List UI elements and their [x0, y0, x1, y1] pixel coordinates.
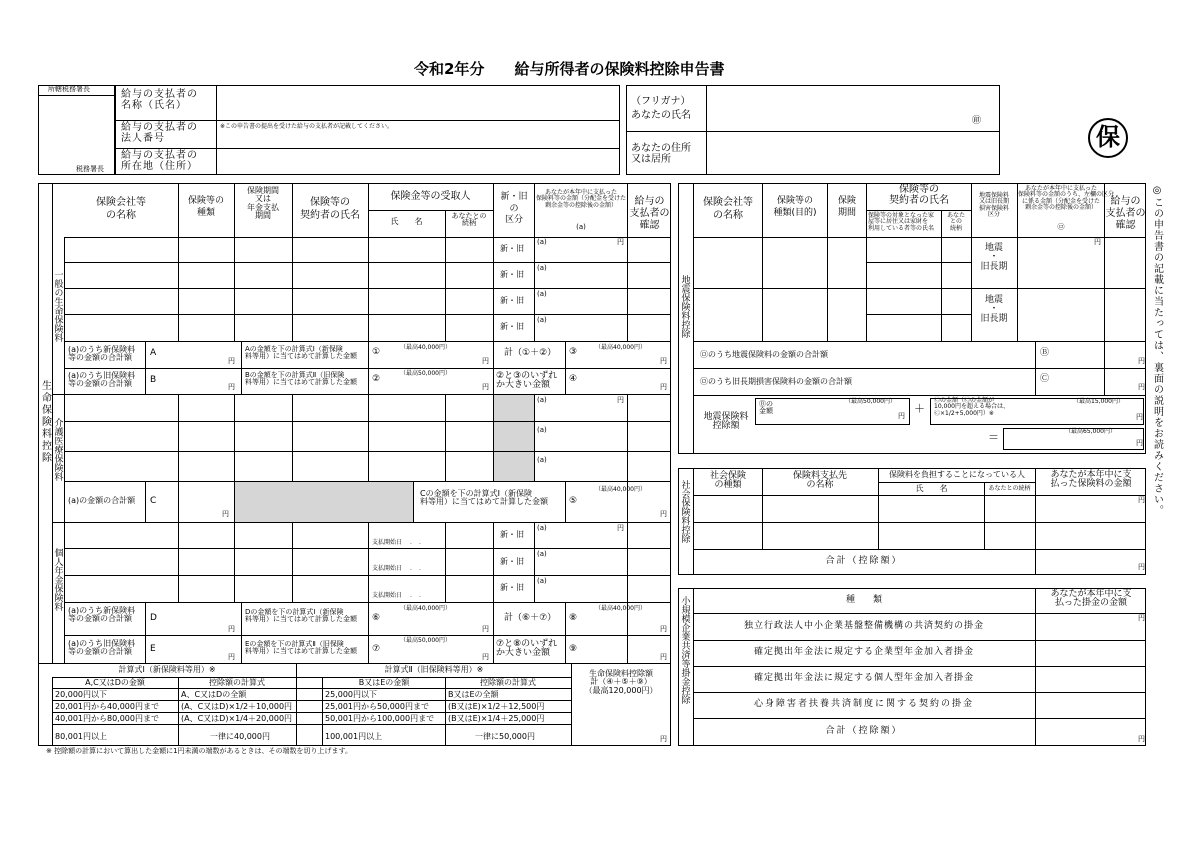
rowE-label: (a)のうち旧保険料 等の金額の合計額: [68, 639, 136, 657]
f1-head2: 控除額の計算式: [209, 678, 265, 687]
social-col-payer: 保険料を負担することになっている人: [889, 470, 1025, 479]
eq-col-contractor: 保険等の 契約者の氏名: [889, 184, 949, 206]
payer-number-label: 給与の支払者の 法人番号: [121, 122, 198, 144]
payer-address-field[interactable]: [217, 149, 619, 174]
circ1-max: （最高40,000円）: [400, 344, 451, 351]
circ1-yen: 円: [482, 357, 489, 365]
pension-row3-newold[interactable]: 新・旧: [500, 583, 524, 592]
f2-row2-range: 25,001円から50,000円まで: [325, 702, 429, 711]
social-col-amount: あなたが本年中に支 払った保険料の金額: [1050, 470, 1132, 490]
pension-row3-a: (a): [537, 577, 547, 585]
eq-sum1-yen: 円: [1138, 357, 1145, 365]
f2-row3-range: 50,001円から100,000円まで: [325, 714, 435, 723]
eq-col-period: 保険 期間: [837, 196, 856, 218]
calcB-label: Bの金額を下の計算式Ⅱ（旧保険 料等用）に当てはめて計算した金額: [245, 371, 357, 387]
care-section-label: 介護医療保険料: [52, 418, 63, 481]
f2-row1-range: 25,000円以下: [325, 690, 377, 699]
pension-row3-start: 支払開始日: [372, 592, 403, 599]
circ2-yen: 円: [482, 383, 489, 391]
small-col-amount: あなたが本年中に支 払った掛金の金額: [1050, 589, 1132, 609]
rowB-yen: 円: [228, 383, 235, 391]
eq-sum2-label: ㋺のうち旧長期損害保険料の金額の合計額: [700, 377, 852, 386]
circ6-max: （最高40,000円）: [400, 605, 451, 612]
eq-row1-yen: 円: [1094, 238, 1101, 246]
rowB-label: (a)のうち旧保険料 等の金額の合計額: [68, 371, 136, 389]
payer-number-note: ※この申告書の提出を受けた給与の支払者が記載してください。: [220, 123, 394, 130]
eq-total-yen: 円: [1136, 439, 1143, 447]
life-col-amount: あなたが本年中に支払った 保険料等の金額（分配金を受けた 剰余金等の控除後の金額）: [536, 189, 627, 209]
general-row4-a: (a): [537, 316, 547, 324]
f1-row2-range: 20,001円から40,000円まで: [55, 702, 159, 711]
your-address-label: あなたの住所 又は居所: [631, 143, 691, 165]
eq-c-max: （最高15,000円）: [1073, 398, 1124, 405]
eq-col-amount-d: ㋺: [1057, 223, 1065, 231]
f1-row2-formula: (A、C又はD)×1/2＋10,000円: [181, 702, 293, 711]
eq-row2-class[interactable]: 地震 ・ 旧長期: [980, 295, 1008, 324]
pension-row1-yen: 円: [617, 524, 624, 532]
footnote: ※ 控除額の計算において算出した金額に1円未満の端数があるときは、その端数を切り上げます。: [46, 747, 352, 755]
general-row1-yen: 円: [617, 238, 624, 246]
small-col-kind: 種 類: [845, 595, 882, 605]
eq-deduct-label: 地震保険料 控除額: [703, 412, 749, 432]
social-col-payer-rel: あなたとの続柄: [988, 485, 1031, 492]
pension-row2-newold[interactable]: 新・旧: [500, 557, 524, 566]
social-total-yen: 円: [1138, 563, 1145, 571]
rowD-yen: 円: [228, 625, 235, 633]
life-col-period: 保険期間 又は 年金支払 期間: [247, 186, 279, 221]
small-row1: 独立行政法人中小企業基盤整備機構の共済契約の掛金: [743, 621, 984, 631]
life-col-confirm: 給与の 支払者の 確認: [629, 196, 670, 231]
care-row1-yen: 円: [617, 396, 624, 404]
circ8-max: （最高40,000円）: [595, 605, 646, 612]
cmp78-label: ⑦と⑧のいずれ か大きい金額: [496, 639, 558, 659]
small-total-yen: 円: [1138, 735, 1145, 743]
small-section-label: 小規模企業共済等掛金控除: [679, 596, 690, 704]
circ3: ③: [569, 347, 578, 357]
rowA-mark: A: [150, 348, 157, 358]
circ9-yen: 円: [660, 653, 667, 661]
eq-total-max: （最高65,000円）: [1065, 428, 1116, 435]
general-section-label: 一般の生命保険料: [52, 270, 63, 342]
small-total-label: 合計（控除額）: [825, 726, 903, 736]
social-col-dest: 保険料支払先 の名称: [792, 471, 847, 491]
circ7: ⑦: [372, 644, 381, 654]
sum12-label: 計（①＋②）: [504, 348, 557, 358]
f2-row2-formula: (B又はE)×1/2＋12,500円: [448, 702, 545, 711]
rowD-mark: D: [150, 613, 157, 623]
pension-row2-dots: ． ．: [410, 565, 426, 572]
life-col-type: 保険等の 種類: [187, 196, 224, 218]
eq-equals: ＝: [988, 431, 999, 444]
f2-row4-formula: 一律に50,000円: [475, 732, 535, 741]
circ8-yen: 円: [660, 625, 667, 633]
payer-address-label: 給与の支払者の 所在地（住所）: [121, 150, 198, 172]
small-row2: 確定拠出年金法に規定する企業型年金加入者掛金: [753, 647, 974, 657]
general-row4-newold[interactable]: 新・旧: [500, 322, 524, 331]
tax-office-label: 所轄税務署長: [48, 85, 90, 93]
pension-row1-a: (a): [537, 524, 547, 532]
rowE-mark: E: [150, 644, 156, 654]
f1-row3-range: 40,001円から80,000円まで: [55, 714, 159, 723]
eq-b-label: Ⓑの 金額: [759, 400, 773, 416]
eq-sum2-mark: Ⓒ: [1040, 374, 1050, 384]
life-insurance-section: [38, 183, 671, 746]
page-title: 令和2年分 給与所得者の保険料控除申告書: [414, 60, 725, 78]
care-row2-a: (a): [537, 426, 547, 434]
small-row3: 確定拠出年金法に規定する個人型年金加入者掛金: [753, 673, 974, 683]
life-total-label: 生命保険料控除額 計（④＋⑤＋⑨） （最高120,000円）: [584, 669, 658, 695]
life-total-yen: 円: [660, 735, 667, 743]
circ5-yen: 円: [660, 510, 667, 518]
circ2-max: （最高50,000円）: [400, 370, 451, 377]
general-row3-newold[interactable]: 新・旧: [500, 296, 524, 305]
pension-row1-start: 支払開始日: [372, 539, 403, 546]
pension-row3-dots: ． ．: [410, 592, 426, 599]
circ6-yen: 円: [482, 625, 489, 633]
general-row1-a: (a): [537, 238, 547, 246]
pension-section-label: 個人年金保険料: [52, 548, 63, 611]
small-row1-yen: 円: [1138, 614, 1145, 622]
rowE-yen: 円: [228, 653, 235, 661]
eq-col-confirm: 給与の 支払者の 確認: [1105, 196, 1146, 231]
care-row3-a: (a): [537, 456, 547, 464]
life-col-amount-a: (a): [576, 223, 586, 231]
general-row2-newold[interactable]: 新・旧: [500, 270, 524, 279]
eq-col-sub1: 保険等の対象となった家 屋等に居住又は家財を 利用している者等の氏名: [868, 212, 935, 232]
eq-c-yen: 円: [1136, 413, 1143, 421]
rowC-yen: 円: [222, 510, 229, 518]
circ6: ⑥: [372, 613, 381, 623]
social-total-label: 合計（控除額）: [825, 556, 903, 566]
general-row1-newold[interactable]: 新・旧: [500, 244, 524, 253]
stamp-circle: [1088, 118, 1128, 158]
small-row4: 心身障害者扶養共済制度に関する契約の掛金: [753, 699, 974, 709]
tax-office-suffix: 税務署長: [76, 165, 104, 173]
f1-row1-range: 20,000円以下: [55, 690, 107, 699]
payer-number-field[interactable]: [217, 132, 619, 147]
side-note: ◎この申告書の記載に当たっては、裏面の説明をお読みください。: [1151, 185, 1163, 516]
social-col-type: 社会保険 の種類: [709, 471, 746, 491]
seal-mark: ㊞: [972, 116, 982, 126]
tax-office-box[interactable]: [38, 85, 115, 175]
calcA-label: Aの金額を下の計算式Ⅰ（新保険 料等用）に当てはめて計算した金額: [245, 345, 357, 361]
circ5-max: （最高40,000円）: [595, 486, 646, 493]
formula1-title: 計算式Ⅰ（新保険料等用）※: [118, 665, 216, 674]
eq-row1-class[interactable]: 地震 ・ 旧長期: [980, 243, 1008, 272]
life-col-recipient: 保険金等の受取人: [390, 191, 471, 202]
f1-row4-formula: 一律に40,000円: [210, 732, 270, 741]
circ7-max: （最高50,000円）: [400, 637, 451, 644]
eq-b-max: （最高50,000円）: [845, 398, 896, 405]
your-name-label: あなたの氏名: [631, 110, 691, 121]
life-section-label: 生命保険料控除: [39, 380, 51, 464]
life-col-contractor: 保険等の 契約者の氏名: [300, 197, 360, 221]
calcD-label: Dの金額を下の計算式Ⅰ（新保険 料等用）に当てはめて計算した金額: [245, 608, 357, 624]
circ4: ④: [569, 374, 578, 384]
general-row3-a: (a): [537, 290, 547, 298]
eq-plus: ＋: [914, 402, 925, 415]
calcE-label: Eの金額を下の計算式Ⅱ（旧保険 料等用）に当てはめて計算した金額: [245, 640, 357, 656]
your-name-field[interactable]: [707, 86, 999, 130]
circ1: ①: [372, 347, 381, 357]
social-row1-yen: 円: [1138, 496, 1145, 504]
circ3-max: （最高40,000円）: [595, 344, 646, 351]
f1-row4-range: 80,001円以上: [55, 732, 107, 741]
eq-col-company: 保険会社等 の名称: [703, 197, 753, 221]
earthquake-section-label: 地震保険料控除: [679, 275, 690, 338]
pension-row2-a: (a): [537, 550, 547, 558]
eq-col-type: 保険等の 種類(目的): [773, 196, 817, 218]
stamp-character: 保: [1096, 123, 1120, 151]
f2-row3-formula: (B又はE)×1/4＋25,000円: [448, 714, 545, 723]
f2-head1: B又はEの金額: [358, 678, 410, 687]
f1-row3-formula: (A、C又はD)×1/4＋20,000円: [181, 714, 293, 723]
rowB-mark: B: [150, 375, 157, 385]
circ9: ⑨: [569, 644, 578, 654]
calcC-label: Cの金額を下の計算式Ⅰ（新保険 料等用）に当てはめて計算した金額: [420, 489, 548, 507]
circ2: ②: [372, 374, 381, 384]
circ8: ⑧: [569, 613, 578, 623]
f2-row4-range: 100,001円以上: [325, 732, 383, 741]
small-business-section: [678, 588, 1146, 746]
your-address-field[interactable]: [707, 132, 999, 174]
rowA-label: (a)のうち新保険料 等の金額の合計額: [68, 345, 136, 363]
furigana-label: （フリガナ）: [631, 96, 691, 107]
pension-row2-start: 支払開始日: [372, 565, 403, 572]
circ3-yen: 円: [660, 357, 667, 365]
f2-row1-formula: B又はEの全額: [448, 690, 499, 699]
eq-col-class: 地震保険料 又は旧長期 損害保険料 区分: [978, 192, 1009, 218]
rowC-label: (a)の金額の合計額: [68, 496, 136, 505]
formula2-title: 計算式Ⅱ（旧保険料等用）※: [384, 665, 484, 674]
sum67-label: 計（⑥＋⑦）: [504, 613, 557, 623]
pension-row1-newold[interactable]: 新・旧: [500, 530, 524, 539]
social-section-label: 社会保険料控除: [679, 480, 690, 543]
payer-name-label: 給与の支払者の 名称（氏名）: [121, 89, 198, 111]
f1-row1-formula: A、C又はDの全額: [181, 690, 247, 699]
life-col-recipient-name: 氏 名: [390, 217, 423, 226]
eq-sum2-yen: 円: [1138, 383, 1145, 391]
circ4-yen: 円: [660, 383, 667, 391]
life-col-newold: 新・旧 の 区分: [500, 192, 528, 226]
life-col-company: 保険会社等 の名称: [96, 197, 146, 221]
rowD-label: (a)のうち新保険料 等の金額の合計額: [68, 606, 136, 624]
eq-b-yen: 円: [898, 412, 905, 420]
eq-col-amount: あなたが本年中に支払った 保険料等の金額のうち、左欄の区分 に係る金額（分配金を受けた 剰余金等の控除後の金額）: [1018, 185, 1115, 211]
payer-name-field[interactable]: [217, 86, 619, 119]
eq-c-label: Ⓒの金額（Ⓒの金額が 10,000円を超える場合は、 Ⓒ×1/2+5,000円）※: [934, 397, 1009, 417]
circ5: ⑤: [569, 496, 578, 506]
general-row2-a: (a): [537, 264, 547, 272]
rowA-yen: 円: [228, 357, 235, 365]
eq-sum1-label: ㋺のうち地震保険料の金額の合計額: [700, 350, 828, 359]
f2-head2: 控除額の計算式: [480, 678, 536, 687]
f1-head1: A,C又はDの金額: [85, 678, 145, 687]
pension-row1-dots: ． ．: [410, 539, 426, 546]
life-col-recipient-rel: あなたとの 続柄: [451, 212, 487, 228]
social-col-payer-name: 氏 名: [915, 484, 948, 493]
eq-sum1-mark: Ⓑ: [1040, 348, 1050, 358]
cmp23-label: ②と③のいずれ か大きい金額: [496, 371, 558, 391]
rowC-mark: C: [150, 496, 157, 506]
circ7-yen: 円: [482, 653, 489, 661]
eq-col-sub2: あなた との 続柄: [946, 212, 965, 232]
care-row1-a: (a): [537, 396, 547, 404]
